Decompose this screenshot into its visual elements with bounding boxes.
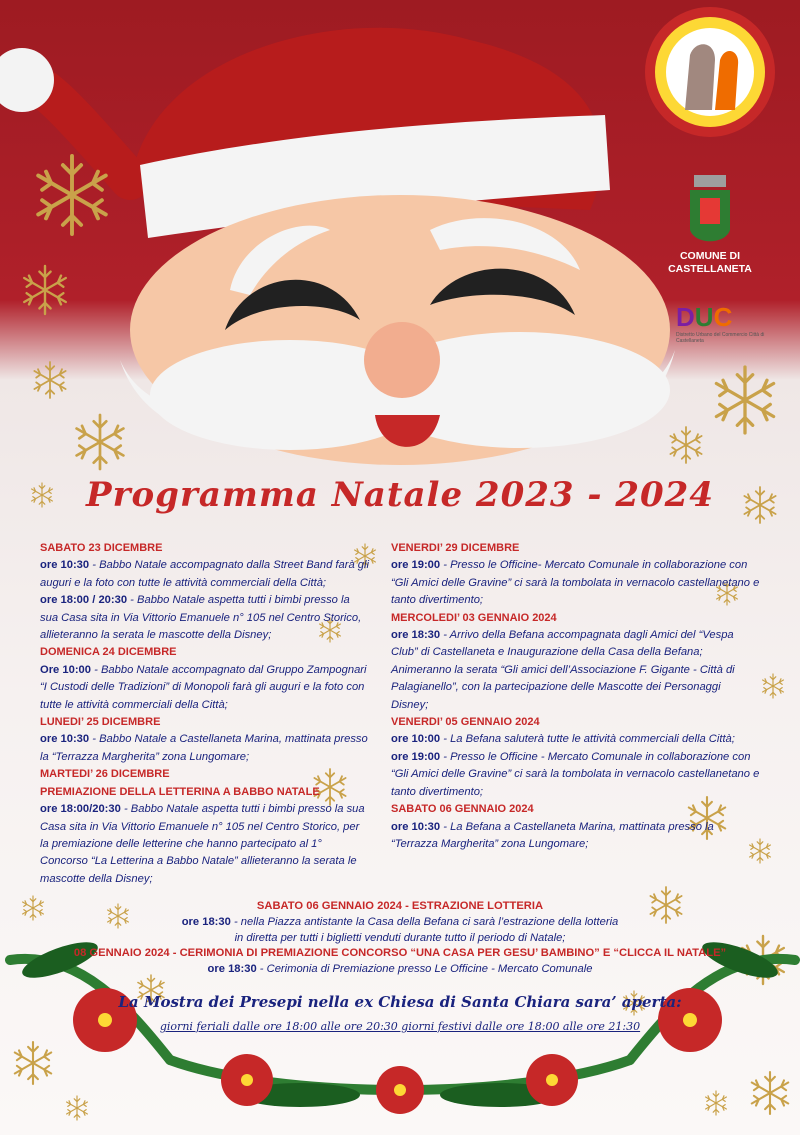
day-heading: DOMENICA 24 DICEMBRE [40,646,177,659]
event-time: ore 10:30 [40,733,90,746]
mostra-hours: giorni feriali dalle ore 18:00 alle ore 20:30 giorni festivi dalle ore 18:00 alle ore 21:30 [159,1020,641,1033]
day-heading: VENERDI’ 29 DICEMBRE [391,542,520,554]
event-time: ore 10:00 [391,733,441,746]
event-day [40,540,370,644]
event-time: ore 10:30 [40,559,90,572]
event-item [40,801,370,888]
lotteria-line2: in diretta per tutti i biglietti venduti durante tutto il periodo di Natale; [234,932,566,944]
mostra-heading: La Mostra dei Presepi nella ex Chiesa di Santa Chiara sara’ aperta: [118,993,682,1011]
event-item [391,731,761,748]
event-item [40,557,370,592]
day-heading: MERCOLEDI’ 03 GENNAIO 2024 [391,611,557,624]
lotteria-block [0,898,800,946]
event-time: ore 18:00/20:30 [40,803,121,816]
premiazione-line [0,961,800,977]
lotteria-line1 [0,914,800,930]
event-item [40,662,370,714]
lotteria-heading: SABATO 06 GENNAIO 2024 - ESTRAZIONE LOTTERIA [256,900,544,912]
event-time: ore 19:00 [391,750,441,763]
event-time: ore 10:30 [391,820,441,833]
event-item [391,557,761,609]
event-text: - Babbo Natale aspetta tutti i bimbi presso la sua Casa sita in Via Vittorio Emanuele n° 105 nel Centro Storico, allieteranno la serata le mascotte della Disney; [40,594,362,642]
program-left-column [40,540,370,888]
day-heading: SABATO 06 GENNAIO 2024 [391,803,534,816]
day-heading: VENERDI’ 05 GENNAIO 2024 [391,716,540,729]
event-day [40,766,370,888]
event-text: - La Befana saluterà tutte le attività commerciali della Città; [440,733,735,746]
event-text: - Babbo Natale aspetta tutti i bimbi presso la sua Casa sita in Via Vittorio Emanuele n° 105 nel Centro Storico, per la premiazione delle letterine che hanno partecipato al 1° Concorso “La Letterina a Babbo Natale” allieteranno la serata le mascotte della Disney; [40,803,365,885]
event-item [391,627,761,714]
premiazione-block [0,945,800,977]
event-item [391,819,761,854]
comune-line1: COMUNE DI [679,250,741,262]
comune-line2: CASTELLANETA [668,263,752,275]
program-right-column [391,540,761,853]
event-time: ore 19:00 [391,559,441,572]
page-title: Programma Natale 2023 - 2024 [86,475,714,515]
event-item [40,592,370,644]
day-heading: LUNEDI’ 25 DICEMBRE [40,716,161,729]
duc-subtitle: Distretto Urbano del Commercio Città di Castellaneta [676,332,765,344]
event-day [40,644,370,714]
event-text: - Babbo Natale accompagnato dalla Street Band farà gli auguri e la foto con tutte le attività commerciali della Città; [40,559,370,589]
duc-logo: DUC [676,302,733,332]
lotteria-time: ore 18:30 [181,916,231,928]
event-item [40,731,370,766]
event-day [391,801,761,853]
day-subheading: PREMIAZIONE DELLA LETTERINA A BABBO NATALE [40,785,320,798]
event-text: - Presso le Officine - Mercato Comunale in collaborazione con “Gli Amici delle Gravine” ci sarà la tombolata in vernacolo castellanetano e tanto divertimento; [391,750,760,798]
day-heading: SABATO 23 DICEMBRE [40,542,163,554]
event-text: - Arrivo della Befana accompagnata dagli Amici del “Vespa Club” di Castellaneta e Inaugurazione della Casa della Befana; Animeranno la serata “Gli amici dell’Associazione F. Gigante - Città di Palagianello”, con la partecipazione delle Mascotte dei Personaggi Disney; [391,629,735,711]
premiazione-time: ore 18:30 [207,963,257,975]
premiazione-heading: 08 GENNAIO 2024 - CERIMONIA DI PREMIAZIONE CONCORSO “UNA CASA PER GESU’ BAMBINO” E “CLICCA IL NATALE” [73,947,727,959]
event-text: - Babbo Natale accompagnato dal Gruppo Zampognari “I Custodi delle Tradizioni” di Monopoli farà gli auguri e la foto con tutte le attività commerciali della Città; [40,663,367,711]
event-text: - Presso le Officine- Mercato Comunale in collaborazione con “Gli Amici delle Gravine” ci sarà la tombolata in vernacolo castellanetano e tanto divertimento; [391,559,760,607]
event-day [391,540,761,610]
event-time: ore 18:30 [391,629,441,642]
event-day [391,610,761,714]
lotteria-text1: - nella Piazza antistante la Casa della Befana ci sarà l’estrazione della lotteria [230,916,619,928]
premiazione-text: - Cerimonia di Premiazione presso Le Officine - Mercato Comunale [256,963,593,975]
event-day [391,714,761,801]
event-day [40,714,370,766]
event-text: - La Befana a Castellaneta Marina, mattinata presso la “Terrazza Margherita” zona Lungomare; [391,820,714,850]
comune-label [662,250,758,276]
event-text: - Babbo Natale a Castellaneta Marina, mattinata presso la “Terrazza Margherita” zona Lungomare; [40,733,368,763]
event-time: ore 18:00 / 20:30 [40,594,128,607]
event-time: Ore 10:00 [40,663,91,676]
event-item [391,749,761,801]
day-heading: MARTEDI’ 26 DICEMBRE [40,768,170,781]
